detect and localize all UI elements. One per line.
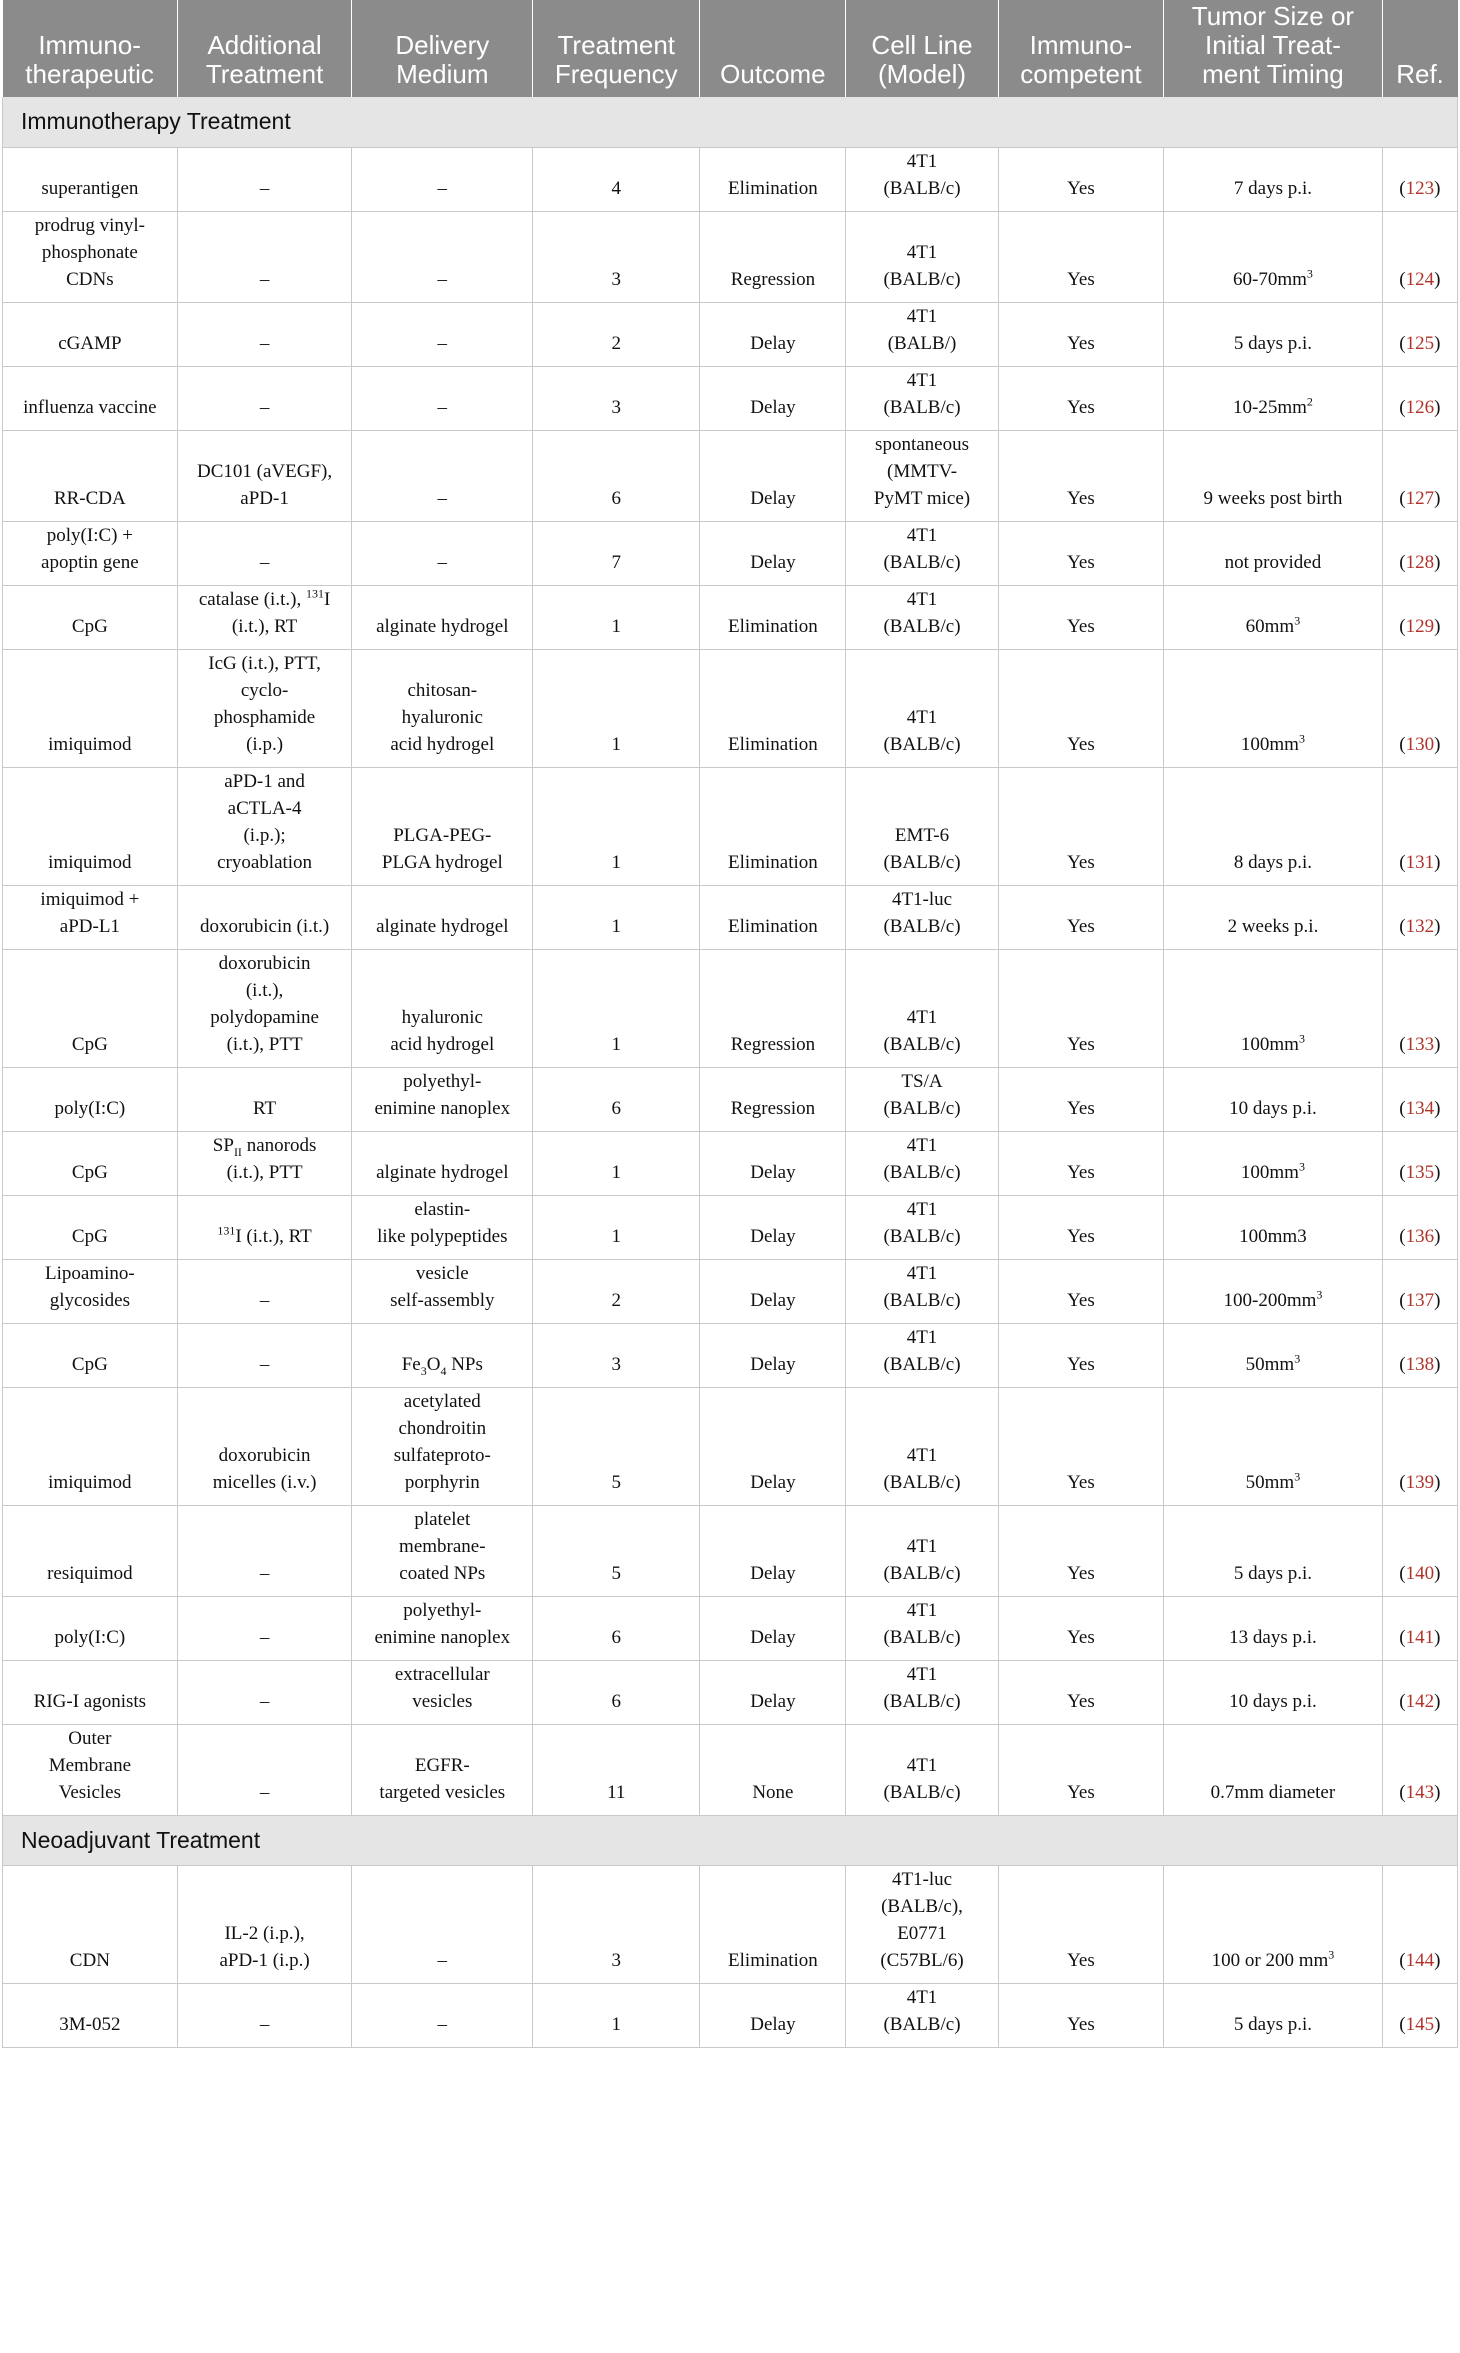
cell-delivery-medium: PLGA-PEG- PLGA hydrogel bbox=[352, 767, 533, 885]
cell-cell-line: 4T1 (BALB/c) bbox=[846, 1387, 998, 1505]
cell-outcome: Elimination bbox=[700, 649, 846, 767]
cell-treatment-frequency: 1 bbox=[533, 1983, 700, 2047]
cell-tumor-size: 100 or 200 $mm^3$ bbox=[1164, 1865, 1382, 1983]
cell-delivery-medium: – bbox=[352, 521, 533, 585]
reference-link[interactable]: 125 bbox=[1405, 332, 1435, 354]
cell-tumor-size: $100mm^3$ bbox=[1164, 649, 1382, 767]
cell-outcome: Delay bbox=[700, 1131, 846, 1195]
cell-ref: (130) bbox=[1382, 649, 1457, 767]
cell-cell-line: 4T1 (BALB/c) bbox=[846, 1660, 998, 1724]
cell-outcome: Regression bbox=[700, 949, 846, 1067]
cell-additional-treatment: – bbox=[177, 1505, 352, 1596]
reference-link[interactable]: 133 bbox=[1405, 1033, 1435, 1055]
table-row bbox=[3, 366, 1458, 430]
cell-immunotherapeutic: poly(I:C) bbox=[3, 1067, 178, 1131]
cell-immunocompetent: Yes bbox=[998, 1259, 1164, 1323]
section-row bbox=[3, 1815, 1458, 1865]
cell-treatment-frequency: 7 bbox=[533, 521, 700, 585]
cell-ref: (141) bbox=[1382, 1596, 1457, 1660]
cell-cell-line: 4T1 (BALB/c) bbox=[846, 1131, 998, 1195]
reference-link[interactable]: 134 bbox=[1405, 1097, 1435, 1119]
cell-cell-line: 4T1 (BALB/) bbox=[846, 302, 998, 366]
cell-treatment-frequency: 2 bbox=[533, 1259, 700, 1323]
cell-cell-line: TS/A (BALB/c) bbox=[846, 1067, 998, 1131]
cell-immunotherapeutic: superantigen bbox=[3, 147, 178, 211]
cell-immunocompetent: Yes bbox=[998, 1865, 1164, 1983]
cell-outcome: Regression bbox=[700, 211, 846, 302]
cell-ref: (145) bbox=[1382, 1983, 1457, 2047]
cell-outcome: Regression bbox=[700, 1067, 846, 1131]
cell-ref: (132) bbox=[1382, 885, 1457, 949]
table-row bbox=[3, 521, 1458, 585]
cell-immunocompetent: Yes bbox=[998, 521, 1164, 585]
cell-delivery-medium: extracellular vesicles bbox=[352, 1660, 533, 1724]
cell-outcome: Delay bbox=[700, 1195, 846, 1259]
cell-immunotherapeutic: CpG bbox=[3, 949, 178, 1067]
cell-cell-line: 4T1 (BALB/c) bbox=[846, 949, 998, 1067]
cell-delivery-medium: polyethyl- enimine nanoplex bbox=[352, 1596, 533, 1660]
cell-treatment-frequency: 1 bbox=[533, 1131, 700, 1195]
cell-immunocompetent: Yes bbox=[998, 1067, 1164, 1131]
cell-treatment-frequency: 5 bbox=[533, 1505, 700, 1596]
cell-ref: (123) bbox=[1382, 147, 1457, 211]
cell-ref: (140) bbox=[1382, 1505, 1457, 1596]
cell-additional-treatment: $SP_{II}$ nanorods (i.t.), PTT bbox=[177, 1131, 352, 1195]
cell-immunocompetent: Yes bbox=[998, 1505, 1164, 1596]
cell-ref: (125) bbox=[1382, 302, 1457, 366]
cell-outcome: Delay bbox=[700, 1660, 846, 1724]
reference-link[interactable]: 131 bbox=[1405, 851, 1435, 873]
cell-delivery-medium: acetylated chondroitin sulfateproto- porphyrin bbox=[352, 1387, 533, 1505]
cell-cell-line: 4T1 (BALB/c) bbox=[846, 1983, 998, 2047]
cell-additional-treatment: RT bbox=[177, 1067, 352, 1131]
header-treatment-frequency: Treatment Frequency bbox=[533, 0, 700, 97]
cell-outcome: Delay bbox=[700, 1259, 846, 1323]
cell-additional-treatment: – bbox=[177, 521, 352, 585]
cell-treatment-frequency: 6 bbox=[533, 1596, 700, 1660]
header-additional-treatment: Additional Treatment bbox=[177, 0, 352, 97]
cell-immunotherapeutic: 3M-052 bbox=[3, 1983, 178, 2047]
cell-treatment-frequency: 6 bbox=[533, 430, 700, 521]
cell-immunotherapeutic: CpG bbox=[3, 585, 178, 649]
header-cell-line: Cell Line (Model) bbox=[846, 0, 998, 97]
cell-immunotherapeutic: cGAMP bbox=[3, 302, 178, 366]
cell-immunocompetent: Yes bbox=[998, 1387, 1164, 1505]
cell-immunocompetent: Yes bbox=[998, 366, 1164, 430]
cell-delivery-medium: hyaluronic acid hydrogel bbox=[352, 949, 533, 1067]
cell-ref: (139) bbox=[1382, 1387, 1457, 1505]
cell-ref: (134) bbox=[1382, 1067, 1457, 1131]
cell-delivery-medium: – bbox=[352, 430, 533, 521]
cell-immunocompetent: Yes bbox=[998, 1724, 1164, 1815]
cell-tumor-size: 13 days p.i. bbox=[1164, 1596, 1382, 1660]
cell-additional-treatment: IcG (i.t.), PTT, cyclo- phosphamide (i.p.) bbox=[177, 649, 352, 767]
cell-delivery-medium: – bbox=[352, 302, 533, 366]
cell-immunotherapeutic: poly(I:C) + apoptin gene bbox=[3, 521, 178, 585]
reference-link[interactable]: 136 bbox=[1405, 1225, 1435, 1247]
cell-treatment-frequency: 3 bbox=[533, 366, 700, 430]
reference-link[interactable]: 127 bbox=[1405, 487, 1435, 509]
cell-outcome: Delay bbox=[700, 1505, 846, 1596]
cell-tumor-size: $50mm^3$ bbox=[1164, 1323, 1382, 1387]
cell-additional-treatment: – bbox=[177, 147, 352, 211]
table-row bbox=[3, 1131, 1458, 1195]
table-row bbox=[3, 585, 1458, 649]
cell-outcome: Delay bbox=[700, 1323, 846, 1387]
cell-treatment-frequency: 1 bbox=[533, 649, 700, 767]
cell-tumor-size: $100mm^3$ bbox=[1164, 1131, 1382, 1195]
reference-link[interactable]: 140 bbox=[1405, 1562, 1435, 1584]
cell-immunotherapeutic: CpG bbox=[3, 1323, 178, 1387]
cell-tumor-size: 8 days p.i. bbox=[1164, 767, 1382, 885]
cell-immunotherapeutic: influenza vaccine bbox=[3, 366, 178, 430]
reference-link[interactable]: 126 bbox=[1405, 396, 1435, 418]
reference-link[interactable]: 144 bbox=[1405, 1949, 1435, 1971]
cell-outcome: Delay bbox=[700, 1387, 846, 1505]
header-row bbox=[3, 0, 1458, 97]
table-header bbox=[3, 0, 1458, 97]
table-row bbox=[3, 1195, 1458, 1259]
reference-link[interactable]: 124 bbox=[1405, 268, 1435, 290]
cell-immunocompetent: Yes bbox=[998, 147, 1164, 211]
cell-immunotherapeutic: RR-CDA bbox=[3, 430, 178, 521]
cell-delivery-medium: – bbox=[352, 366, 533, 430]
table-row bbox=[3, 767, 1458, 885]
cell-delivery-medium: elastin- like polypeptides bbox=[352, 1195, 533, 1259]
cell-outcome: Elimination bbox=[700, 147, 846, 211]
cell-immunotherapeutic: imiquimod + aPD-L1 bbox=[3, 885, 178, 949]
cell-immunotherapeutic: RIG-I agonists bbox=[3, 1660, 178, 1724]
reference-link[interactable]: 135 bbox=[1405, 1161, 1435, 1183]
cell-treatment-frequency: 3 bbox=[533, 1865, 700, 1983]
cell-additional-treatment: IL-2 (i.p.), aPD-1 (i.p.) bbox=[177, 1865, 352, 1983]
cell-treatment-frequency: 6 bbox=[533, 1067, 700, 1131]
cell-immunotherapeutic: imiquimod bbox=[3, 649, 178, 767]
cell-treatment-frequency: 3 bbox=[533, 1323, 700, 1387]
cell-ref: (129) bbox=[1382, 585, 1457, 649]
cell-ref: (143) bbox=[1382, 1724, 1457, 1815]
cell-ref: (137) bbox=[1382, 1259, 1457, 1323]
cell-ref: (124) bbox=[1382, 211, 1457, 302]
cell-tumor-size: $50mm^3$ bbox=[1164, 1387, 1382, 1505]
cell-outcome: Elimination bbox=[700, 767, 846, 885]
cell-outcome: Delay bbox=[700, 521, 846, 585]
cell-tumor-size: 9 weeks post birth bbox=[1164, 430, 1382, 521]
cell-delivery-medium: chitosan- hyaluronic acid hydrogel bbox=[352, 649, 533, 767]
cell-delivery-medium: alginate hydrogel bbox=[352, 585, 533, 649]
cell-immunocompetent: Yes bbox=[998, 1131, 1164, 1195]
cell-ref: (135) bbox=[1382, 1131, 1457, 1195]
reference-link[interactable]: 138 bbox=[1405, 1353, 1435, 1375]
header-ref: Ref. bbox=[1382, 0, 1457, 97]
table-row bbox=[3, 949, 1458, 1067]
cell-immunotherapeutic: Lipoamino- glycosides bbox=[3, 1259, 178, 1323]
cell-additional-treatment: – bbox=[177, 211, 352, 302]
reference-link[interactable]: 130 bbox=[1405, 733, 1435, 755]
header-immunocompetent: Immuno- competent bbox=[998, 0, 1164, 97]
cell-delivery-medium: – bbox=[352, 1983, 533, 2047]
cell-delivery-medium: alginate hydrogel bbox=[352, 885, 533, 949]
cell-immunotherapeutic: CpG bbox=[3, 1131, 178, 1195]
table-row bbox=[3, 1983, 1458, 2047]
cell-immunotherapeutic: poly(I:C) bbox=[3, 1596, 178, 1660]
cell-treatment-frequency: 6 bbox=[533, 1660, 700, 1724]
table-row bbox=[3, 1067, 1458, 1131]
cell-outcome: None bbox=[700, 1724, 846, 1815]
cell-tumor-size: $60mm^3$ bbox=[1164, 585, 1382, 649]
section-row bbox=[3, 97, 1458, 147]
cell-additional-treatment: – bbox=[177, 1983, 352, 2047]
cell-outcome: Elimination bbox=[700, 885, 846, 949]
cell-immunocompetent: Yes bbox=[998, 885, 1164, 949]
cell-immunotherapeutic: imiquimod bbox=[3, 767, 178, 885]
cell-outcome: Delay bbox=[700, 430, 846, 521]
cell-cell-line: 4T1 (BALB/c) bbox=[846, 147, 998, 211]
cell-delivery-medium: polyethyl- enimine nanoplex bbox=[352, 1067, 533, 1131]
reference-link[interactable]: 128 bbox=[1405, 551, 1435, 573]
cell-treatment-frequency: 1 bbox=[533, 585, 700, 649]
cell-ref: (144) bbox=[1382, 1865, 1457, 1983]
cell-cell-line: 4T1 (BALB/c) bbox=[846, 366, 998, 430]
cell-additional-treatment: – bbox=[177, 1660, 352, 1724]
cell-tumor-size: 5 days p.i. bbox=[1164, 302, 1382, 366]
data-table bbox=[2, 0, 1458, 2048]
cell-tumor-size: 0.7mm diameter bbox=[1164, 1724, 1382, 1815]
cell-tumor-size: 2 weeks p.i. bbox=[1164, 885, 1382, 949]
cell-treatment-frequency: 1 bbox=[533, 885, 700, 949]
cell-immunocompetent: Yes bbox=[998, 1195, 1164, 1259]
cell-ref: (136) bbox=[1382, 1195, 1457, 1259]
cell-outcome: Delay bbox=[700, 302, 846, 366]
cell-tumor-size: 7 days p.i. bbox=[1164, 147, 1382, 211]
cell-additional-treatment: – bbox=[177, 1724, 352, 1815]
cell-cell-line: 4T1 (BALB/c) bbox=[846, 1323, 998, 1387]
table-row bbox=[3, 430, 1458, 521]
cell-immunocompetent: Yes bbox=[998, 430, 1164, 521]
cell-outcome: Elimination bbox=[700, 585, 846, 649]
cell-immunocompetent: Yes bbox=[998, 1323, 1164, 1387]
cell-additional-treatment: – bbox=[177, 366, 352, 430]
cell-immunotherapeutic: Outer Membrane Vesicles bbox=[3, 1724, 178, 1815]
table-row bbox=[3, 1596, 1458, 1660]
reference-link[interactable]: 129 bbox=[1405, 615, 1435, 637]
cell-cell-line: 4T1 (BALB/c) bbox=[846, 1195, 998, 1259]
cell-cell-line: spontaneous (MMTV- PyMT mice) bbox=[846, 430, 998, 521]
cell-immunocompetent: Yes bbox=[998, 1660, 1164, 1724]
cell-additional-treatment: catalase (i.t.), $^{131}$I (i.t.), RT bbox=[177, 585, 352, 649]
cell-delivery-medium: – bbox=[352, 211, 533, 302]
cell-immunotherapeutic: CpG bbox=[3, 1195, 178, 1259]
cell-cell-line: 4T1-luc (BALB/c), E0771 (C57BL/6) bbox=[846, 1865, 998, 1983]
cell-treatment-frequency: 5 bbox=[533, 1387, 700, 1505]
cell-delivery-medium: – bbox=[352, 1865, 533, 1983]
header-tumor-size: Tumor Size or Initial Treat- ment Timing bbox=[1164, 0, 1382, 97]
cell-immunocompetent: Yes bbox=[998, 949, 1164, 1067]
cell-ref: (128) bbox=[1382, 521, 1457, 585]
cell-cell-line: 4T1 (BALB/c) bbox=[846, 521, 998, 585]
reference-link[interactable]: 139 bbox=[1405, 1471, 1435, 1493]
cell-delivery-medium: $Fe_3O_4$ NPs bbox=[352, 1323, 533, 1387]
cell-tumor-size: 100mm3 bbox=[1164, 1195, 1382, 1259]
cell-additional-treatment: doxorubicin (i.t.), polydopamine (i.t.), PTT bbox=[177, 949, 352, 1067]
cell-outcome: Delay bbox=[700, 366, 846, 430]
cell-immunocompetent: Yes bbox=[998, 302, 1164, 366]
cell-cell-line: 4T1 (BALB/c) bbox=[846, 1505, 998, 1596]
table-body bbox=[3, 97, 1458, 2047]
cell-treatment-frequency: 1 bbox=[533, 767, 700, 885]
cell-additional-treatment: – bbox=[177, 1596, 352, 1660]
table-row bbox=[3, 1724, 1458, 1815]
cell-ref: (142) bbox=[1382, 1660, 1457, 1724]
table-row bbox=[3, 1387, 1458, 1505]
cell-delivery-medium: vesicle self-assembly bbox=[352, 1259, 533, 1323]
cell-additional-treatment: doxorubicin (i.t.) bbox=[177, 885, 352, 949]
cell-immunotherapeutic: prodrug vinyl- phosphonate CDNs bbox=[3, 211, 178, 302]
reference-link[interactable]: 143 bbox=[1405, 1781, 1435, 1803]
cell-additional-treatment: doxorubicin micelles (i.v.) bbox=[177, 1387, 352, 1505]
cell-immunotherapeutic: resiquimod bbox=[3, 1505, 178, 1596]
cell-treatment-frequency: 1 bbox=[533, 949, 700, 1067]
cell-additional-treatment: – bbox=[177, 1259, 352, 1323]
cell-cell-line: EMT-6 (BALB/c) bbox=[846, 767, 998, 885]
table-row bbox=[3, 1505, 1458, 1596]
reference-link[interactable]: 123 bbox=[1405, 177, 1435, 199]
table-row bbox=[3, 1865, 1458, 1983]
cell-cell-line: 4T1 (BALB/c) bbox=[846, 649, 998, 767]
cell-additional-treatment: aPD-1 and aCTLA-4 (i.p.); cryoablation bbox=[177, 767, 352, 885]
reference-link[interactable]: 132 bbox=[1405, 915, 1435, 937]
reference-link[interactable]: 137 bbox=[1405, 1289, 1435, 1311]
cell-additional-treatment: – bbox=[177, 1323, 352, 1387]
cell-treatment-frequency: 4 bbox=[533, 147, 700, 211]
header-outcome: Outcome bbox=[700, 0, 846, 97]
cell-additional-treatment: DC101 (aVEGF), aPD-1 bbox=[177, 430, 352, 521]
cell-cell-line: 4T1 (BALB/c) bbox=[846, 1724, 998, 1815]
cell-ref: (127) bbox=[1382, 430, 1457, 521]
header-immunotherapeutic: Immuno- therapeutic bbox=[3, 0, 178, 97]
cell-tumor-size: 5 days p.i. bbox=[1164, 1983, 1382, 2047]
cell-ref: (126) bbox=[1382, 366, 1457, 430]
cell-delivery-medium: – bbox=[352, 147, 533, 211]
reference-link[interactable]: 142 bbox=[1405, 1690, 1435, 1712]
cell-treatment-frequency: 3 bbox=[533, 211, 700, 302]
cell-tumor-size: 10 days p.i. bbox=[1164, 1660, 1382, 1724]
cell-tumor-size: $100-200mm^3$ bbox=[1164, 1259, 1382, 1323]
cell-cell-line: 4T1 (BALB/c) bbox=[846, 1259, 998, 1323]
table-row bbox=[3, 1259, 1458, 1323]
cell-immunocompetent: Yes bbox=[998, 585, 1164, 649]
cell-cell-line: 4T1 (BALB/c) bbox=[846, 1596, 998, 1660]
cell-cell-line: 4T1 (BALB/c) bbox=[846, 211, 998, 302]
cell-ref: (131) bbox=[1382, 767, 1457, 885]
cell-treatment-frequency: 2 bbox=[533, 302, 700, 366]
cell-ref: (133) bbox=[1382, 949, 1457, 1067]
section-title: Immunotherapy Treatment bbox=[3, 97, 1458, 147]
cell-immunocompetent: Yes bbox=[998, 767, 1164, 885]
cell-ref: (138) bbox=[1382, 1323, 1457, 1387]
cell-outcome: Delay bbox=[700, 1983, 846, 2047]
cell-treatment-frequency: 1 bbox=[533, 1195, 700, 1259]
cell-immunotherapeutic: imiquimod bbox=[3, 1387, 178, 1505]
table-row bbox=[3, 147, 1458, 211]
cell-tumor-size: not provided bbox=[1164, 521, 1382, 585]
cell-tumor-size: 10 days p.i. bbox=[1164, 1067, 1382, 1131]
table-row bbox=[3, 302, 1458, 366]
cell-cell-line: 4T1-luc (BALB/c) bbox=[846, 885, 998, 949]
cell-immunocompetent: Yes bbox=[998, 1983, 1164, 2047]
table-row bbox=[3, 1323, 1458, 1387]
table-row bbox=[3, 649, 1458, 767]
cell-additional-treatment: – bbox=[177, 302, 352, 366]
cell-immunocompetent: Yes bbox=[998, 1596, 1164, 1660]
cell-outcome: Delay bbox=[700, 1596, 846, 1660]
cell-tumor-size: $60-70mm^3$ bbox=[1164, 211, 1382, 302]
cell-tumor-size: $10-25mm^2$ bbox=[1164, 366, 1382, 430]
cell-delivery-medium: alginate hydrogel bbox=[352, 1131, 533, 1195]
reference-link[interactable]: 141 bbox=[1405, 1626, 1435, 1648]
cell-immunocompetent: Yes bbox=[998, 211, 1164, 302]
reference-link[interactable]: 145 bbox=[1405, 2013, 1435, 2035]
cell-tumor-size: 5 days p.i. bbox=[1164, 1505, 1382, 1596]
cell-tumor-size: $100mm^3$ bbox=[1164, 949, 1382, 1067]
cell-delivery-medium: EGFR- targeted vesicles bbox=[352, 1724, 533, 1815]
cell-treatment-frequency: 11 bbox=[533, 1724, 700, 1815]
table-row bbox=[3, 1660, 1458, 1724]
cell-outcome: Elimination bbox=[700, 1865, 846, 1983]
cell-immunocompetent: Yes bbox=[998, 649, 1164, 767]
header-delivery-medium: Delivery Medium bbox=[352, 0, 533, 97]
cell-cell-line: 4T1 (BALB/c) bbox=[846, 585, 998, 649]
section-title: Neoadjuvant Treatment bbox=[3, 1815, 1458, 1865]
table-row bbox=[3, 885, 1458, 949]
table-row bbox=[3, 211, 1458, 302]
cell-immunotherapeutic: CDN bbox=[3, 1865, 178, 1983]
cell-additional-treatment: $^{131}$I (i.t.), RT bbox=[177, 1195, 352, 1259]
cell-delivery-medium: platelet membrane- coated NPs bbox=[352, 1505, 533, 1596]
